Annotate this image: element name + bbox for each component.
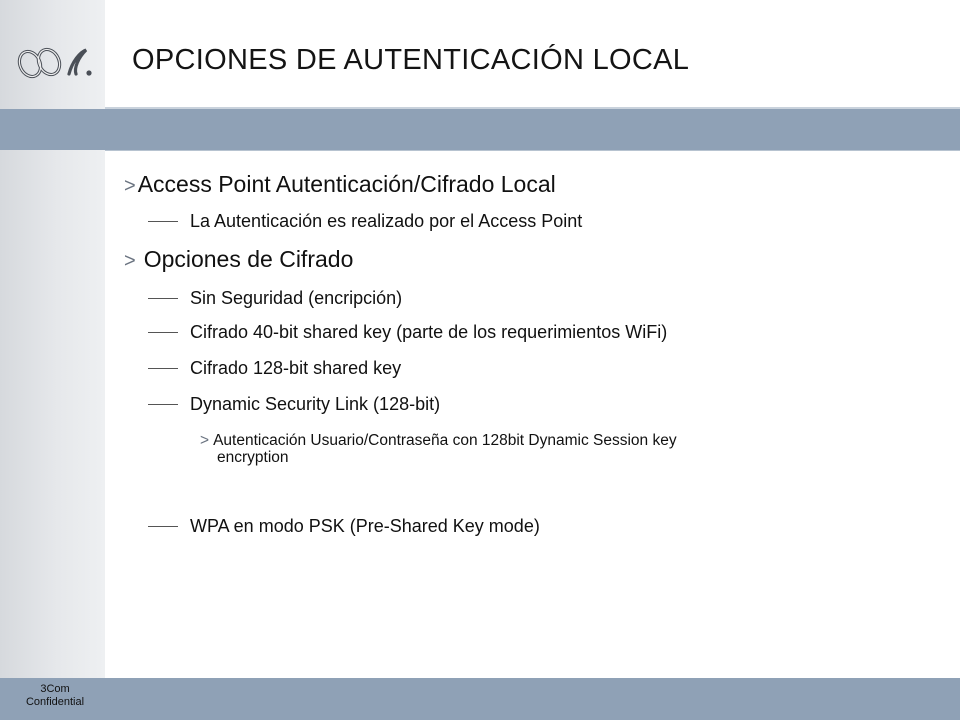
bullet-access-point bbox=[124, 171, 556, 198]
3com-logo-icon bbox=[14, 40, 96, 86]
bullet-text: Access Point Autenticación/Cifrado Local bbox=[137, 171, 556, 197]
footer-confidential bbox=[0, 683, 110, 709]
subbullet-wpa-psk bbox=[148, 516, 540, 537]
dash-marker bbox=[148, 332, 178, 334]
subbullet-dynamic-security bbox=[148, 394, 440, 415]
left-strip bbox=[0, 0, 105, 720]
subbullet-autenticacion bbox=[148, 211, 582, 232]
dash-marker bbox=[148, 404, 178, 406]
slide-title: OPCIONES DE AUTENTICACIÓN LOCAL bbox=[132, 44, 690, 76]
header-band bbox=[0, 109, 960, 150]
subbullet-text: Cifrado 40-bit shared key (parte de los requerimientos WiFi) bbox=[190, 322, 668, 342]
subsubbullet-autenticacion-usuario bbox=[200, 432, 880, 466]
dash-marker bbox=[148, 221, 178, 223]
bullet-marker: > bbox=[124, 175, 136, 197]
bullet-marker: > bbox=[200, 432, 210, 449]
bullet-opciones-cifrado bbox=[124, 246, 353, 273]
footer-band bbox=[0, 678, 960, 720]
subsubbullet-text-line1: Autenticación Usuario/Contraseña con 128bit Dynamic Session key bbox=[213, 432, 677, 449]
bullet-text: Opciones de Cifrado bbox=[143, 246, 354, 272]
footer-label: Confidential bbox=[25, 696, 85, 708]
dash-marker bbox=[148, 298, 178, 300]
dash-marker bbox=[148, 368, 178, 370]
subbullet-text: Dynamic Security Link (128-bit) bbox=[190, 394, 441, 414]
subbullet-text: La Autenticación es realizado por el Access Point bbox=[190, 211, 583, 231]
subbullet-cifrado-128 bbox=[148, 358, 401, 379]
subsubbullet-text-line2: encryption bbox=[217, 449, 289, 466]
subbullet-text: WPA en modo PSK (Pre-Shared Key mode) bbox=[190, 516, 540, 536]
subbullet-text: Cifrado 128-bit shared key bbox=[190, 358, 402, 378]
dash-marker bbox=[148, 526, 178, 528]
subbullet-cifrado-40 bbox=[148, 322, 667, 343]
subbullet-text: Sin Seguridad (encripción) bbox=[190, 288, 403, 308]
subbullet-sin-seguridad bbox=[148, 288, 402, 309]
bullet-marker: > bbox=[124, 250, 136, 272]
footer-company: 3Com bbox=[40, 683, 70, 695]
header-band-bottom-line bbox=[105, 150, 960, 151]
